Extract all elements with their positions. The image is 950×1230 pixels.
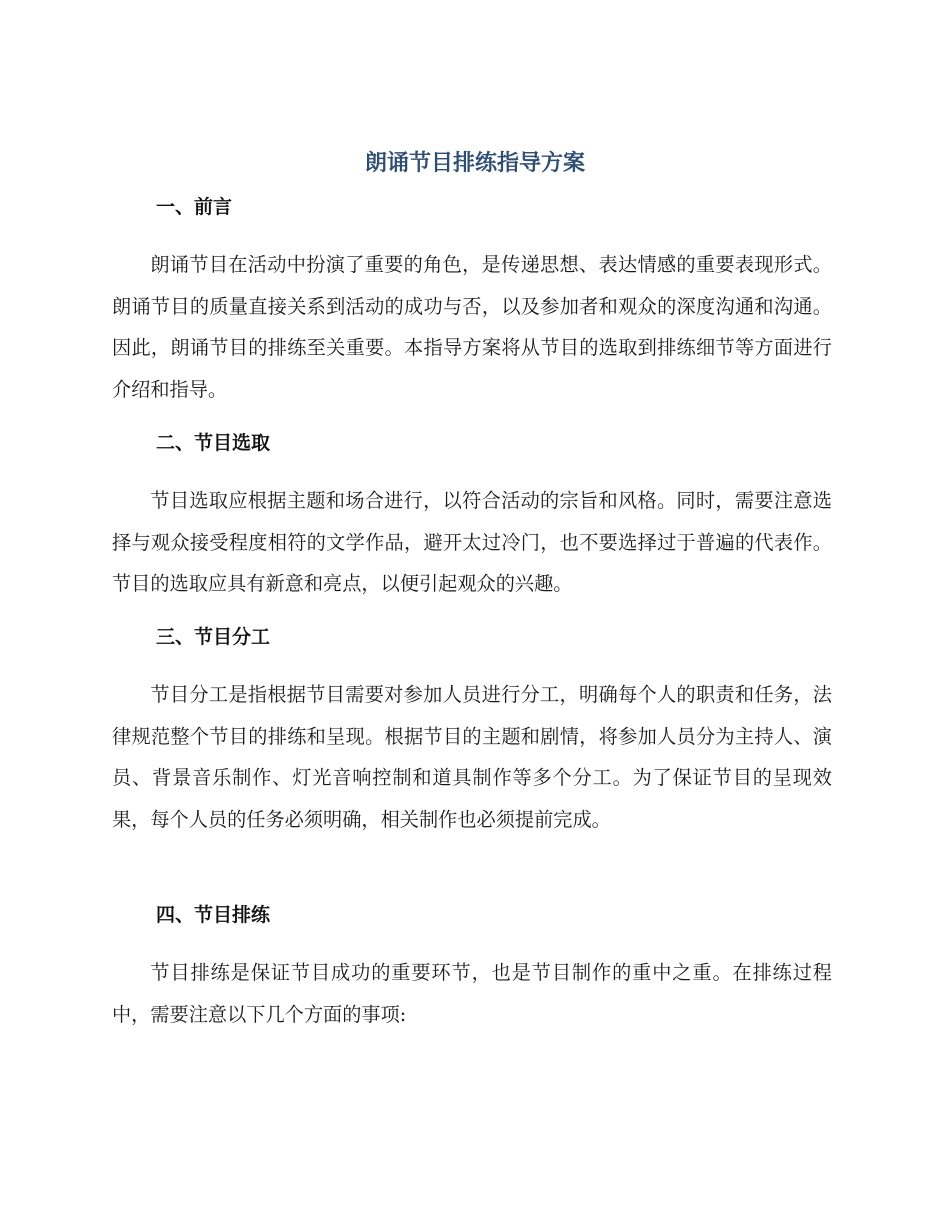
section-program-selection — [112, 428, 832, 605]
section-paragraph: 朗诵节目在活动中扮演了重要的角色，是传递思想、表达情感的重要表现形式。朗诵节目的质量直接关系到活动的成功与否，以及参加者和观众的深度沟通和沟通。因此，朗诵节目的排练至关重要。本指导方案将从节目的选取到排练细节等方面进行介绍和指导。 — [112, 253, 832, 401]
section-paragraph: 节目排练是保证节目成功的重要环节，也是节目制作的重中之重。在排练过程中，需要注意以下几个方面的事项: — [112, 961, 832, 1026]
section-division-of-labor — [112, 622, 832, 840]
section-heading: 三、节目分工 — [156, 626, 271, 648]
section-rehearsal — [112, 900, 832, 1035]
section-heading: 一、前言 — [156, 196, 233, 218]
section-paragraph: 节目分工是指根据节目需要对参加人员进行分工，明确每个人的职责和任务，法律规范整个节目的排练和呈现。根据节目的主题和剧情，将参加人员分为主持人、演员、背景音乐制作、灯光音响控制和道具制作等多个分工。为了保证节目的呈现效果，每个人员的任务必须明确，相关制作也必须提前完成。 — [112, 683, 832, 831]
section-heading: 四、节目排练 — [156, 904, 271, 926]
document-title: 朗诵节目排练指导方案 — [364, 151, 585, 176]
section-foreword — [112, 192, 832, 410]
section-paragraph: 节目选取应根据主题和场合进行，以符合活动的宗旨和风格。同时，需要注意选择与观众接受程度相符的文学作品，避开太过冷门，也不要选择过于普遍的代表作。节目的选取应具有新意和亮点，以便引起观众的兴趣。 — [112, 489, 832, 595]
section-heading: 二、节目选取 — [156, 432, 271, 454]
